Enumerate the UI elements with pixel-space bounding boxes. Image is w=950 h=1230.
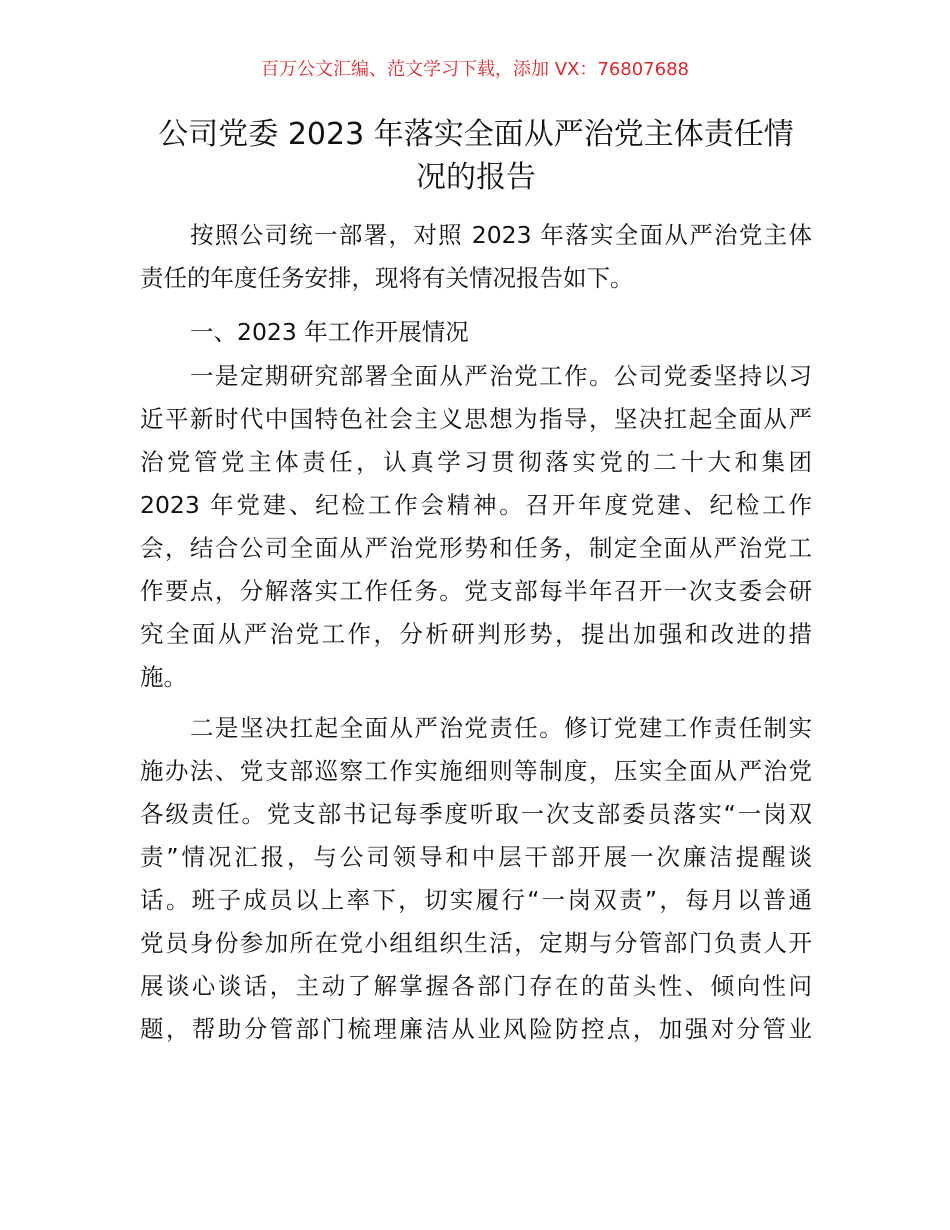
document-title	[140, 113, 812, 199]
text-line: 施。	[140, 663, 187, 691]
text-line: 近平新时代中国特色社会主义思想为指导，坚决扛起全面从严	[140, 405, 812, 433]
text-line: 施办法、党支部巡察工作实施细则等制度，压实全面从严治党	[140, 757, 812, 785]
watermark-banner: 百万公文汇编、范文学习下载，添加 VX：76807688	[261, 59, 689, 80]
intro-paragraph	[140, 214, 812, 300]
text-line: 2023 年党建、纪检工作会精神。召开年度党建、纪检工作	[140, 491, 812, 519]
text-line: 作要点，分解落实工作任务。党支部每半年召开一次支委会研	[140, 577, 812, 605]
text-line: 题，帮助分管部门梳理廉洁从业风险防控点，加强对分管业	[140, 1015, 812, 1043]
text-line: 二是坚决扛起全面从严治党责任。修订党建工作责任制实	[190, 714, 812, 742]
section-heading	[140, 311, 812, 354]
text-line: 责”情况汇报，与公司领导和中层干部开展一次廉洁提醒谈	[140, 843, 812, 871]
text-line: 治党管党主体责任，认真学习贯彻落实党的二十大和集团	[140, 448, 812, 476]
text-line: 一是定期研究部署全面从严治党工作。公司党委坚持以习	[190, 362, 812, 390]
paragraph-2	[140, 707, 812, 1051]
text-line: 责任的年度任务安排，现将有关情况报告如下。	[140, 264, 634, 292]
text-line: 话。班子成员以上率下，切实履行“一岗双责”，每月以普通	[140, 886, 812, 914]
text-line: 究全面从严治党工作，分析研判形势，提出加强和改进的措	[140, 620, 812, 648]
text-line: 各级责任。党支部书记每季度听取一次支部委员落实“一岗双	[140, 800, 812, 828]
text-line: 按照公司统一部署，对照 2023 年落实全面从严治党主体	[190, 221, 812, 249]
text-line: 会，结合公司全面从严治党形势和任务，制定全面从严治党工	[140, 534, 812, 562]
title-line: 公司党委 2023 年落实全面从严治党主体责任情	[158, 117, 794, 152]
text-line: 展谈心谈话，主动了解掌握各部门存在的苗头性、倾向性问	[140, 972, 812, 1000]
paragraph-1	[140, 355, 812, 699]
title-line: 况的报告	[416, 160, 536, 195]
heading-line: 一、2023 年工作开展情况	[190, 318, 469, 346]
text-line: 党员身份参加所在党小组组织生活，定期与分管部门负责人开	[140, 929, 812, 957]
